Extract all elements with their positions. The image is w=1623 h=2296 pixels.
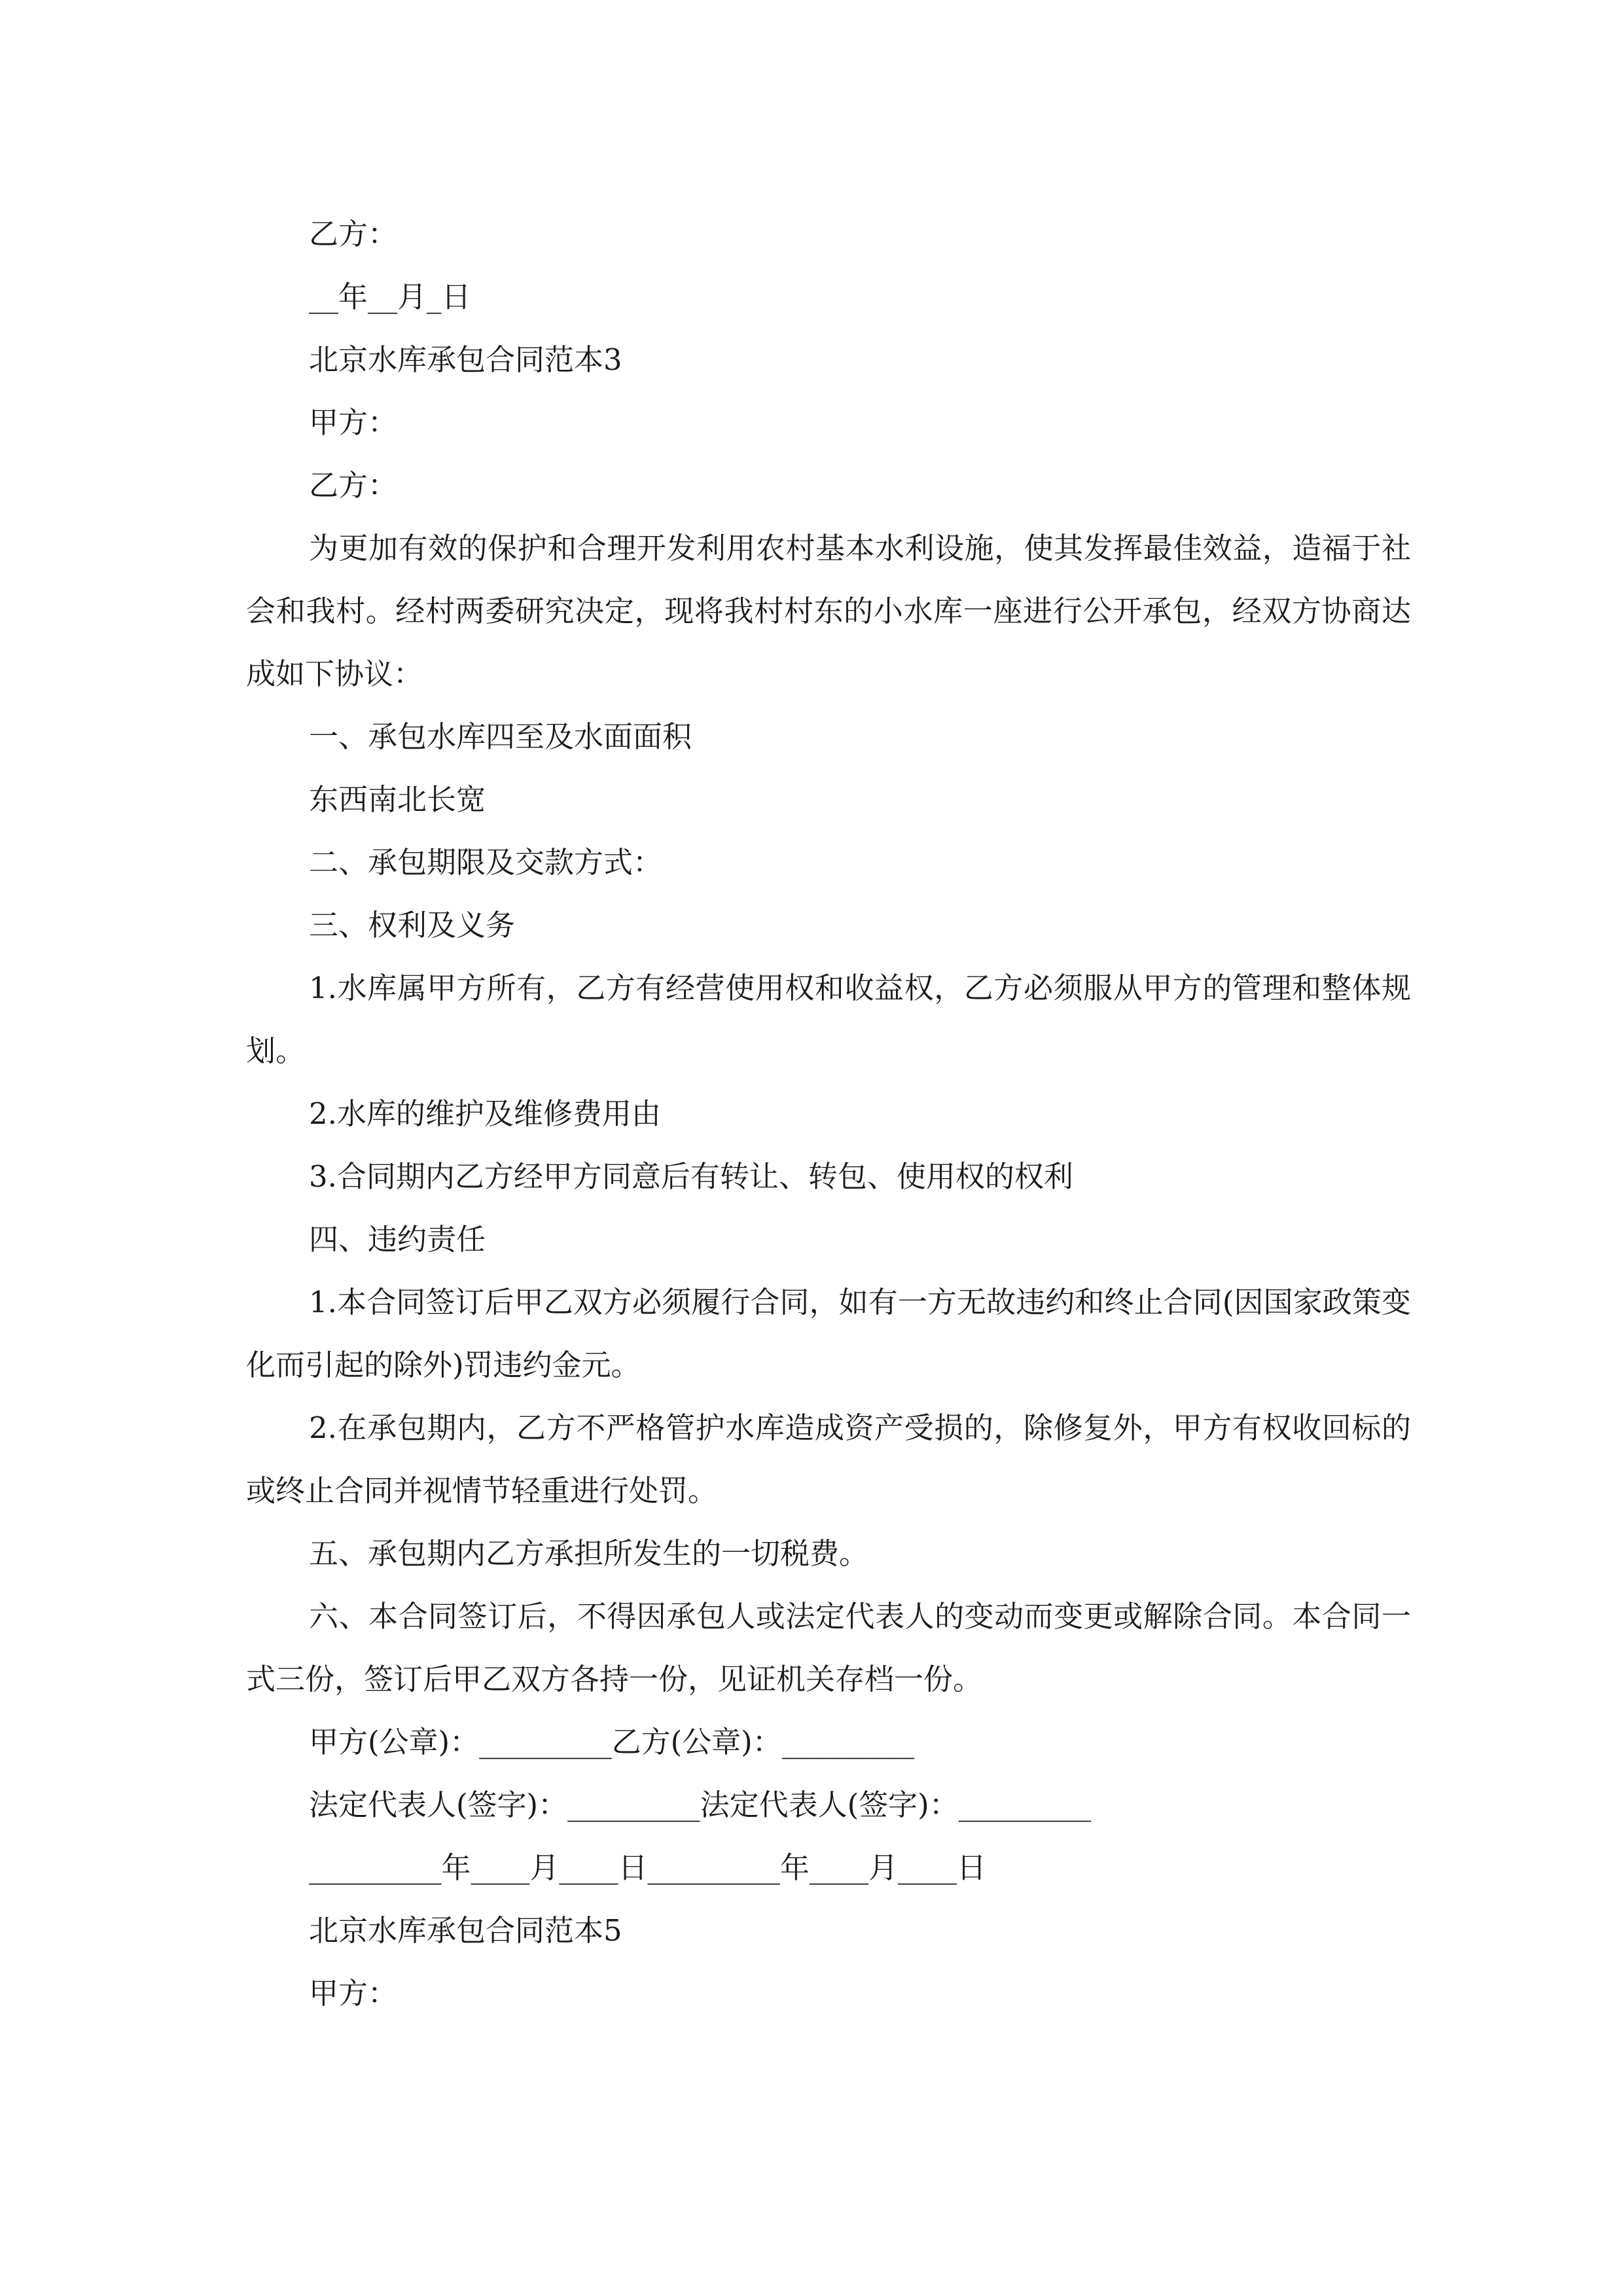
signature-line: 法定代表人(签字)：_________法定代表人(签字)：_________ <box>309 1787 1092 1822</box>
section-heading-4: 四、违约责任 <box>309 1222 486 1257</box>
party-a-label: 甲方： <box>309 405 398 440</box>
party-b-label: 乙方： <box>309 468 398 503</box>
clause-3-2: 2.水库的维护及维修费用由 <box>309 1096 661 1131</box>
clause-3-3: 3.合同期内乙方经甲方同意后有转让、转包、使用权的权利 <box>309 1159 1073 1194</box>
boundary-line: 东西南北长宽 <box>309 782 486 817</box>
contract-title-5: 北京水库承包合同范本5 <box>309 1913 622 1948</box>
party-b-label: 乙方： <box>309 217 398 251</box>
party-a-label: 甲方： <box>309 1976 398 2011</box>
section-heading-2: 二、承包期限及交款方式： <box>309 845 663 880</box>
date-line: __年__月_日 <box>309 279 471 314</box>
preamble-paragraph: 为更加有效的保护和合理开发利用农村基本水利设施，使其发挥最佳效益，造福于社会和我村。经村两委研究决定，现将我村村东的小水库一座进行公开承包，经双方协商达成如下协议： <box>246 531 1411 691</box>
document-body <box>246 203 1411 2025</box>
clause-4-2: 2.在承包期内，乙方不严格管护水库造成资产受损的，除修复外，甲方有权收回标的或终止合同并视情节轻重进行处罚。 <box>246 1410 1411 1508</box>
contract-title-3: 北京水库承包合同范本3 <box>309 342 622 377</box>
seal-line: 甲方(公章)：_________乙方(公章)：_________ <box>309 1725 915 1759</box>
section-heading-3: 三、权利及义务 <box>309 908 516 942</box>
section-heading-1: 一、承包水库四至及水面面积 <box>309 719 692 754</box>
section-5: 五、承包期内乙方承担所发生的一切税费。 <box>309 1536 869 1571</box>
section-6: 六、本合同签订后，不得因承包人或法定代表人的变动而变更或解除合同。本合同一式三份，签订后甲乙双方各持一份，见证机关存档一份。 <box>246 1599 1411 1696</box>
clause-4-1: 1.本合同签订后甲乙双方必须履行合同，如有一方无故违约和终止合同(因国家政策变化而引起的除外)罚违约金元。 <box>246 1285 1411 1382</box>
clause-3-1: 1.水库属甲方所有，乙方有经营使用权和收益权，乙方必须服从甲方的管理和整体规划。 <box>246 971 1411 1068</box>
signing-date-line: _________年____月____日_________年____月____日 <box>309 1850 987 1885</box>
